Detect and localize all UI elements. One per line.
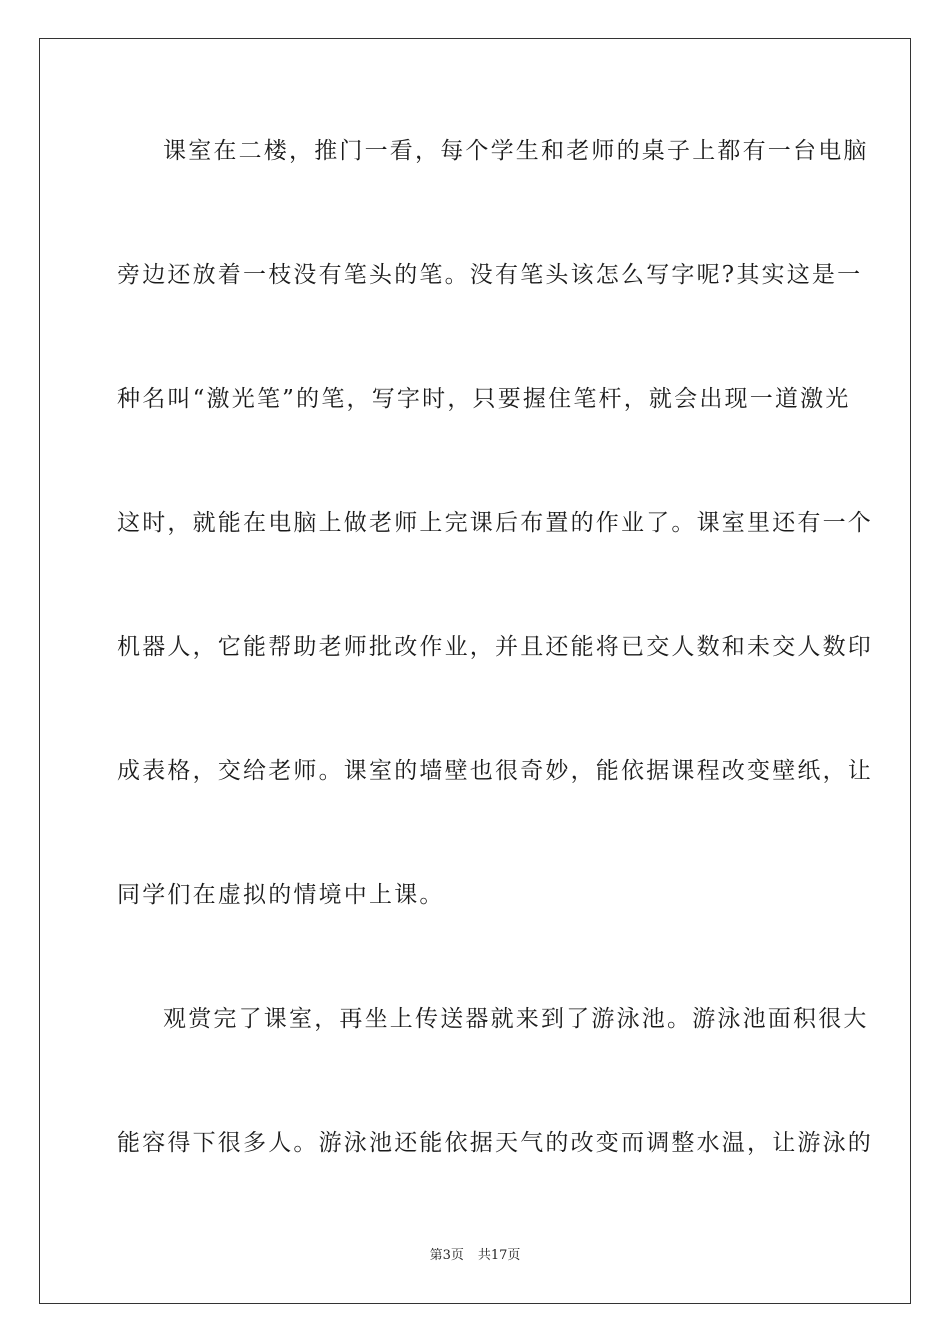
text-line-5: 机器人，它能帮助老师批改作业，并且还能将已交人数和未交人数印	[117, 634, 873, 660]
text-line-6: 成表格，交给老师。课室的墙壁也很奇妙，能依据课程改变壁纸，让	[117, 758, 873, 784]
text-line-4: 这时，就能在电脑上做老师上完课后布置的作业了。课室里还有一个	[117, 510, 873, 536]
text-line-7: 同学们在虚拟的情境中上课。	[117, 882, 445, 908]
text-line-8: 观赏完了课室，再坐上传送器就来到了游泳池。游泳池面积很大	[163, 1006, 869, 1032]
page-total: 共17页	[477, 1248, 521, 1263]
text-line-9: 能容得下很多人。游泳池还能依据天气的改变而调整水温，让游泳的	[117, 1130, 873, 1156]
page-border	[39, 38, 911, 1304]
text-line-3: 种名叫“激光笔”的笔，写字时，只要握住笔杆，就会出现一道激光	[117, 386, 851, 412]
page-footer	[0, 1247, 950, 1265]
text-line-1: 课室在二楼，推门一看，每个学生和老师的桌子上都有一台电脑	[163, 138, 869, 164]
page-number: 第3页	[429, 1248, 464, 1263]
text-line-2: 旁边还放着一枝没有笔头的笔。没有笔头该怎么写字呢?其实这是一	[117, 262, 863, 288]
